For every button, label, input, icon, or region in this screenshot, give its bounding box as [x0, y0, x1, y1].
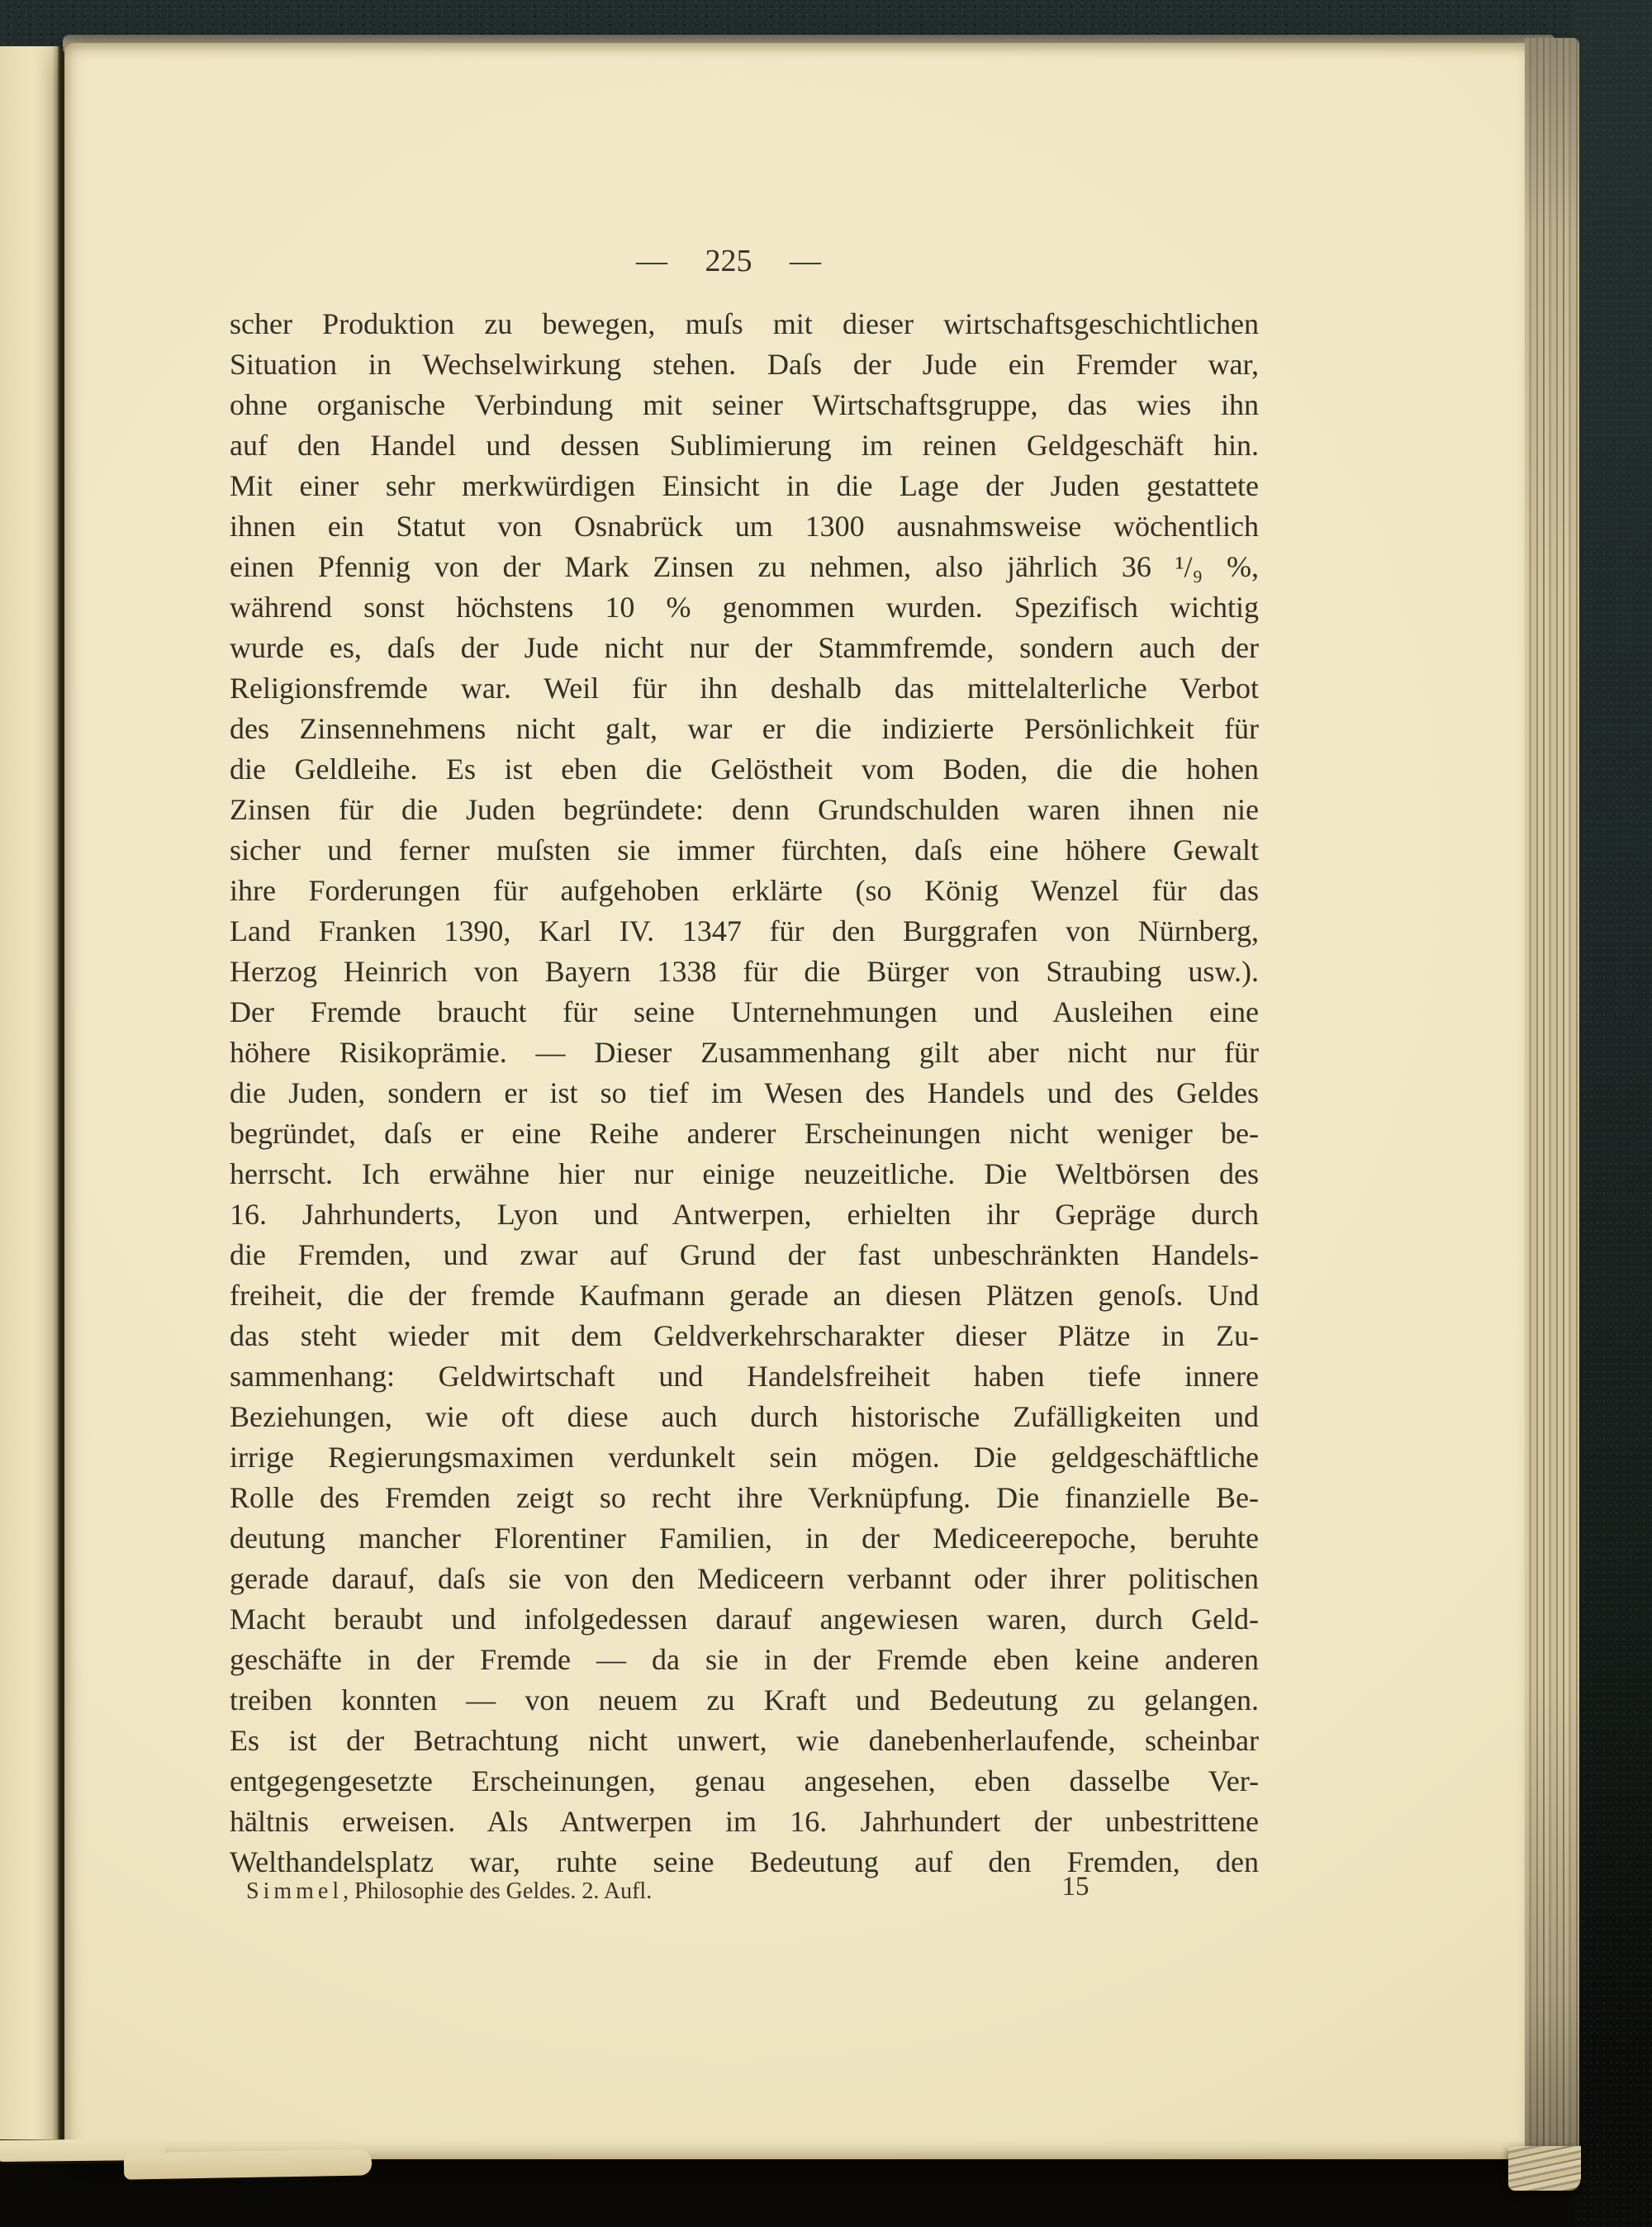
- text-line: freiheit, die der fremde Kaufmann gerade an diesen Plätzen genoſs. Und: [230, 1279, 1259, 1312]
- text-line: sicher und ferner muſsten sie immer fürchten, daſs eine höhere Gewalt: [230, 833, 1259, 867]
- text-line: irrige Regierungsmaximen verdunkelt sein mögen. Die geldgeschäftliche: [230, 1441, 1259, 1474]
- footer: [230, 1872, 1259, 1908]
- text-line: des Zinsennehmens nicht galt, war er die indizierte Persönlichkeit für: [230, 712, 1259, 745]
- page-number: — 225 —: [636, 244, 821, 278]
- text-line: Rolle des Fremden zeigt so recht ihre Verknüpfung. Die finanzielle Be-: [230, 1481, 1259, 1514]
- text-line: die Geldleihe. Es ist eben die Gelöstheit vom Boden, die die hohen: [230, 753, 1259, 786]
- text-line: Religionsfremde war. Weil für ihn deshalb das mittelalterliche Verbot: [230, 672, 1259, 705]
- text-line: gerade darauf, daſs sie von den Mediceern verbannt oder ihrer politischen: [230, 1562, 1259, 1595]
- text-line: Herzog Heinrich von Bayern 1338 für die Bürger von Straubing usw.).: [230, 955, 1259, 988]
- text-line: wurde es, daſs der Jude nicht nur der Stammfremde, sondern auch der: [230, 631, 1259, 664]
- text-line: Beziehungen, wie oft diese auch durch historische Zufälligkeiten und: [230, 1400, 1259, 1433]
- page-lip: [124, 2149, 373, 2179]
- text-line: auf den Handel und dessen Sublimierung im reinen Geldgeschäft hin.: [230, 429, 1259, 462]
- text-line: treiben konnten — von neuem zu Kraft und Bedeutung zu gelangen.: [230, 1683, 1259, 1717]
- text-line: die Juden, sondern er ist so tief im Wesen des Handels und des Geldes: [230, 1076, 1259, 1109]
- text-line: höhere Risikoprämie. — Dieser Zusammenhang gilt aber nicht nur für: [230, 1036, 1259, 1069]
- left-page-edge: [0, 46, 59, 2139]
- text-line: die Fremden, und zwar auf Grund der fast unbeschränkten Handels-: [230, 1238, 1259, 1271]
- text-line: deutung mancher Florentiner Familien, in der Mediceerepoche, beruhte: [230, 1522, 1259, 1555]
- text-line: Mit einer sehr merkwürdigen Einsicht in die Lage der Juden gestattete: [230, 469, 1259, 502]
- text-line: entgegengesetzte Erscheinungen, genau angesehen, eben dasselbe Ver-: [230, 1764, 1259, 1797]
- text-line: ihre Forderungen für aufgehoben erklärte (so König Wenzel für das: [230, 874, 1259, 907]
- text-line: das steht wieder mit dem Geldverkehrscharakter dieser Plätze in Zu-: [230, 1319, 1259, 1352]
- text-line: geschäfte in der Fremde — da sie in der Fremde eben keine anderen: [230, 1643, 1259, 1676]
- fore-edge-corner: [1508, 2146, 1581, 2191]
- gutter-shadow: [57, 46, 65, 2151]
- text-line: Der Fremde braucht für seine Unternehmungen und Ausleihen eine: [230, 995, 1259, 1028]
- book-cover-right: [1574, 0, 1652, 2227]
- text-line: scher Produktion zu bewegen, muſs mit dieser wirtschaftsgeschichtlichen: [230, 307, 1259, 340]
- text-line: ohne organische Verbindung mit seiner Wirtschaftsgruppe, das wies ihn: [230, 388, 1259, 421]
- footer-signature: [246, 1878, 652, 1905]
- text-line: hältnis erweisen. Als Antwerpen im 16. Jahrhundert der unbestrittene: [230, 1805, 1259, 1838]
- body-text: [230, 304, 1259, 1883]
- text-line: 16. Jahrhunderts, Lyon und Antwerpen, erhielten ihr Gepräge durch: [230, 1198, 1259, 1231]
- text-line: Macht beraubt und infolgedessen darauf angewiesen waren, durch Geld-: [230, 1603, 1259, 1636]
- text-line: während sonst höchstens 10 % genommen wurden. Spezifisch wichtig: [230, 591, 1259, 624]
- text-line: Situation in Wechselwirkung stehen. Daſs der Jude ein Fremder war,: [230, 348, 1259, 381]
- fore-edge-stack: [1525, 38, 1579, 2191]
- sheet-signature-number: 15: [1061, 1872, 1089, 1902]
- footer-title: , Philosophie des Geldes. 2. Aufl.: [343, 1878, 653, 1904]
- text-line: Zinsen für die Juden begründete: denn Grundschulden waren ihnen nie: [230, 793, 1259, 826]
- text-line: Welthandelsplatz war, ruhte seine Bedeutung auf den Fremden, den: [230, 1845, 1259, 1878]
- text-line: Land Franken 1390, Karl IV. 1347 für den Burggrafen von Nürnberg,: [230, 914, 1259, 947]
- text-line: herrscht. Ich erwähne hier nur einige neuzeitliche. Die Weltbörsen des: [230, 1157, 1259, 1190]
- text-line: ihnen ein Statut von Osnabrück um 1300 ausnahmsweise wöchentlich: [230, 510, 1259, 543]
- text-line: sammenhang: Geldwirtschaft und Handelsfreiheit haben tiefe innere: [230, 1360, 1259, 1393]
- footer-author: Simmel: [246, 1878, 344, 1904]
- text-line: Es ist der Betrachtung nicht unwert, wie danebenherlaufende, scheinbar: [230, 1724, 1259, 1757]
- text-line: einen Pfennig von der Mark Zinsen zu nehmen, also jährlich 36 ¹/₉ %,: [230, 550, 1259, 583]
- text-line: begründet, daſs er eine Reihe anderer Erscheinungen nicht weniger be-: [230, 1117, 1259, 1150]
